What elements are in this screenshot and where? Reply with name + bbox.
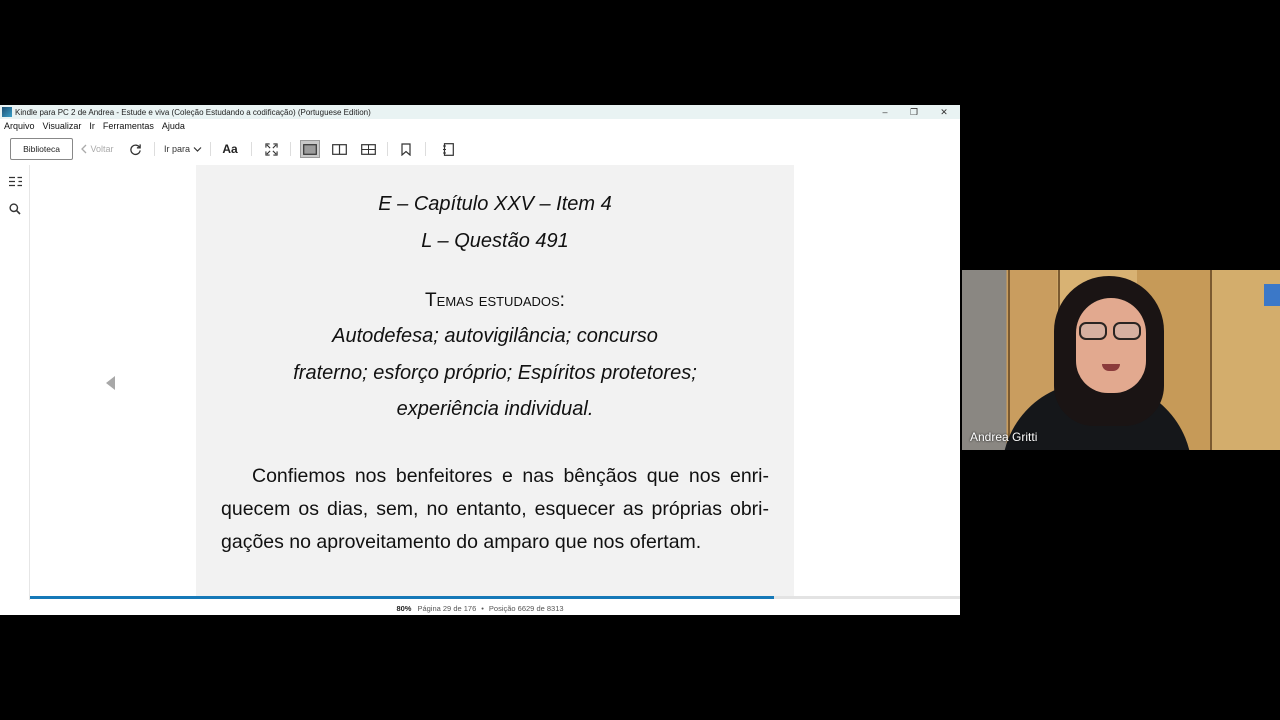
two-page-icon bbox=[332, 144, 347, 155]
webcam-background bbox=[1210, 270, 1212, 450]
close-button[interactable]: ✕ bbox=[940, 106, 948, 117]
toolbar-divider bbox=[290, 142, 291, 156]
kindle-window bbox=[0, 105, 960, 615]
bookmark-icon bbox=[401, 143, 411, 156]
search-button[interactable] bbox=[7, 201, 23, 217]
status-bar bbox=[0, 601, 960, 615]
notebook-icon bbox=[443, 143, 454, 156]
toc-icon bbox=[9, 176, 22, 187]
app-logo-icon bbox=[2, 107, 12, 117]
temas-line: fraterno; esforço próprio; Espíritos protetores; bbox=[293, 362, 697, 384]
temas-label: Temas estudados: bbox=[425, 290, 565, 311]
search-icon bbox=[9, 203, 21, 215]
voltar-button[interactable] bbox=[80, 138, 114, 160]
sync-button[interactable] bbox=[127, 138, 143, 160]
toolbar-divider bbox=[154, 142, 155, 156]
reading-progress-bar[interactable] bbox=[30, 596, 960, 599]
reading-progress-fill bbox=[30, 596, 774, 599]
webcam-background bbox=[1264, 284, 1280, 306]
title-bar bbox=[0, 105, 960, 119]
chevron-left-icon bbox=[80, 144, 88, 154]
menu-bar bbox=[0, 121, 189, 133]
page-indicator: Página 29 de 176 bbox=[417, 603, 477, 613]
bookmark-button[interactable] bbox=[398, 138, 414, 160]
grid-view-icon bbox=[361, 144, 376, 155]
biblioteca-button[interactable]: Biblioteca bbox=[10, 138, 73, 160]
table-of-contents-button[interactable] bbox=[7, 173, 23, 189]
temas-line: Autodefesa; autovigilância; concurso bbox=[332, 325, 658, 347]
participant-glasses bbox=[1079, 322, 1143, 340]
menu-visualizar[interactable]: Visualizar bbox=[42, 121, 82, 131]
participant-face bbox=[1076, 298, 1146, 393]
webcam-tile bbox=[962, 270, 1280, 450]
fullscreen-icon bbox=[265, 143, 278, 156]
body-line: quecem os dias, sem, no entanto, esquecer as próprias obri- bbox=[221, 498, 769, 520]
chevron-down-icon bbox=[193, 146, 202, 153]
body-line: Confiemos nos benfeitores e nas bênçãos que nos enri- bbox=[252, 465, 769, 487]
page-heading-1: E – Capítulo XXV – Item 4 bbox=[378, 193, 612, 215]
refresh-icon bbox=[129, 143, 142, 156]
book-page bbox=[196, 165, 794, 597]
menu-ir[interactable]: Ir bbox=[89, 121, 95, 131]
menu-ferramentas[interactable]: Ferramentas bbox=[102, 121, 154, 131]
minimize-button[interactable]: – bbox=[882, 107, 888, 117]
menu-ajuda[interactable]: Ajuda bbox=[161, 121, 185, 131]
toolbar-divider bbox=[387, 142, 388, 156]
status-separator: • bbox=[481, 603, 484, 613]
toolbar bbox=[0, 135, 960, 163]
single-page-view-button[interactable] bbox=[300, 140, 320, 158]
prev-page-icon[interactable] bbox=[106, 376, 115, 390]
notebook-button[interactable] bbox=[440, 138, 456, 160]
ir-para-dropdown[interactable] bbox=[162, 138, 204, 160]
webcam-background bbox=[1008, 270, 1010, 450]
toolbar-divider bbox=[425, 142, 426, 156]
voltar-label: Voltar bbox=[90, 144, 114, 154]
grid-view-button[interactable] bbox=[358, 138, 378, 160]
menu-arquivo[interactable]: Arquivo bbox=[4, 121, 35, 131]
participant-name: Andrea Gritti bbox=[970, 430, 1038, 444]
left-sidebar bbox=[0, 165, 30, 600]
progress-percent: 80% bbox=[396, 603, 412, 613]
restore-button[interactable]: ❐ bbox=[909, 106, 919, 117]
temas-line: experiência individual. bbox=[396, 398, 594, 420]
position-indicator: Posição 6629 de 8313 bbox=[488, 603, 564, 613]
ir-para-label: Ir para bbox=[163, 144, 190, 154]
window-title: Kindle para PC 2 de Andrea - Estude e viva (Coleção Estudando a codificação) (Portuguese Edition) bbox=[15, 107, 371, 117]
body-line: gações no aproveitamento do amparo que nos ofertam. bbox=[221, 531, 702, 553]
font-settings-button[interactable]: Aa bbox=[222, 142, 238, 156]
fullscreen-button[interactable] bbox=[262, 138, 280, 160]
single-page-icon bbox=[303, 144, 317, 155]
two-page-view-button[interactable] bbox=[329, 138, 349, 160]
toolbar-divider bbox=[251, 142, 252, 156]
toolbar-divider bbox=[210, 142, 211, 156]
page-heading-2: L – Questão 491 bbox=[421, 230, 569, 252]
